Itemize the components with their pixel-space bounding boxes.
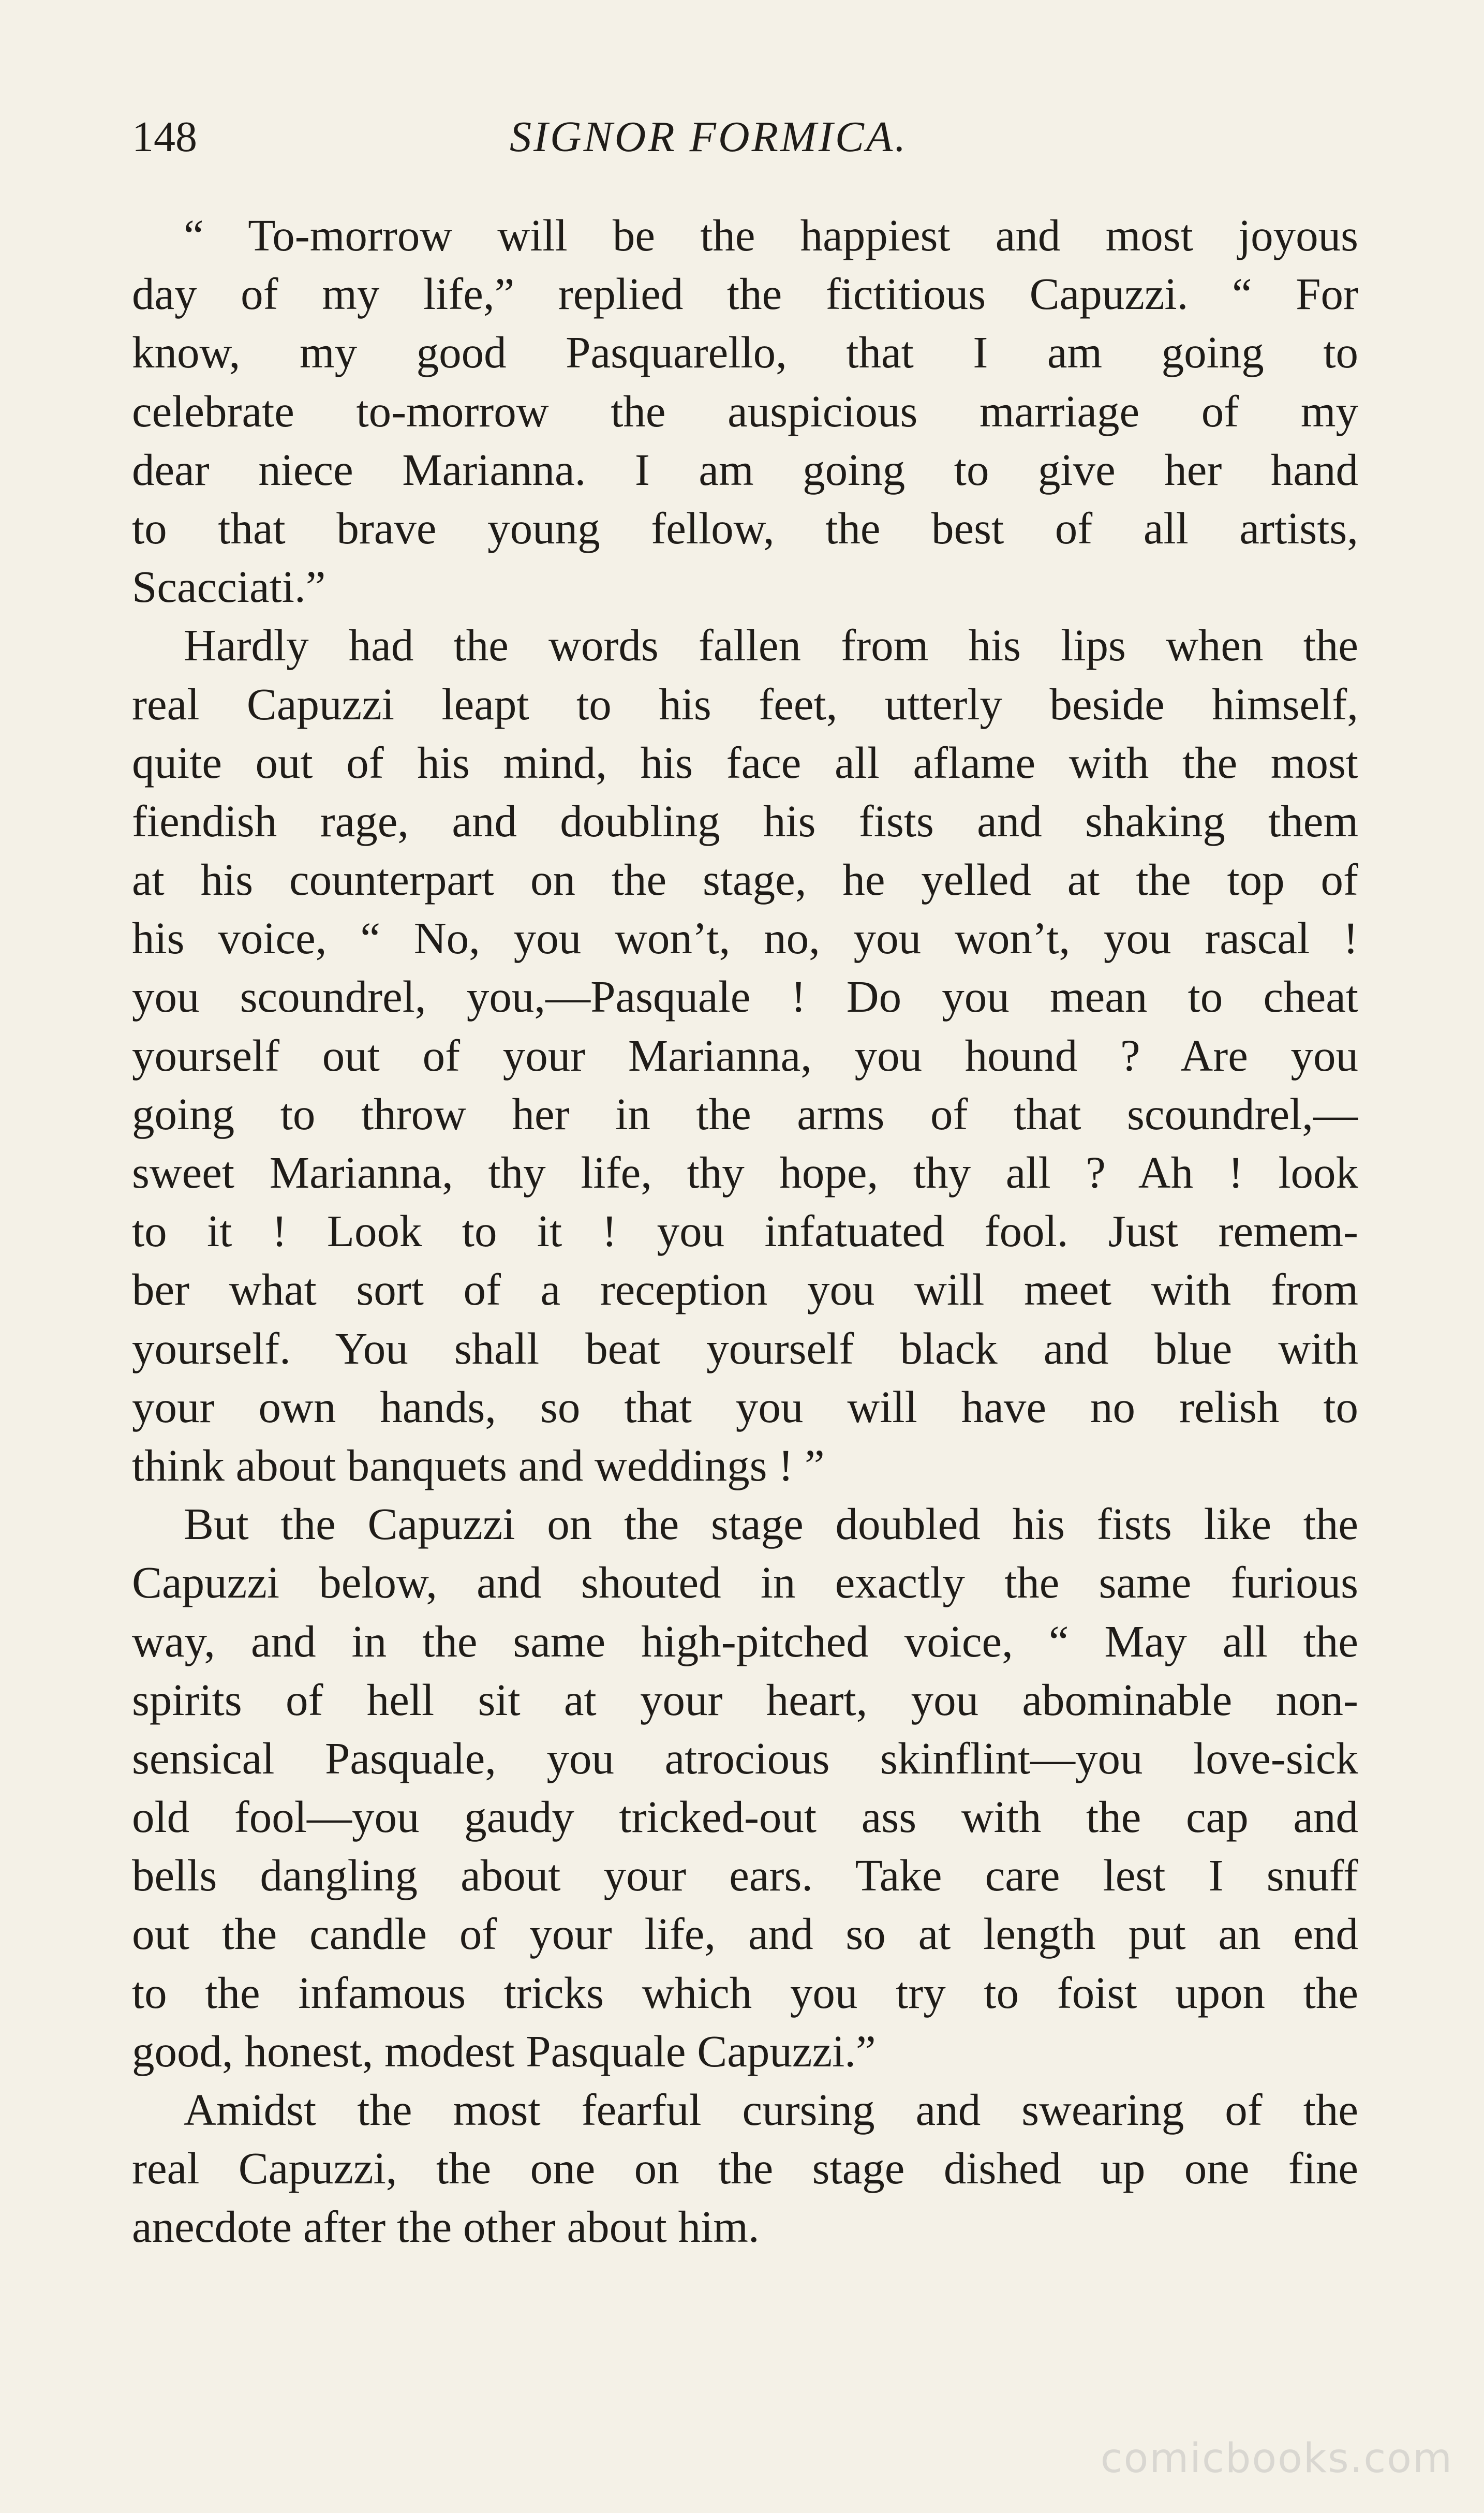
text-line: But the Capuzzi on the stage doubled his fists like the <box>184 1499 1358 1549</box>
text-line: to it ! Look to it ! you infatuated fool. Just remem- <box>132 1206 1358 1256</box>
text-line: way, and in the same high-pitched voice, “ May all the <box>132 1616 1358 1666</box>
text-line: Capuzzi below, and shouted in exactly the same furious <box>132 1557 1358 1608</box>
text-line: Hardly had the words fallen from his lips when the <box>184 620 1358 671</box>
text-line: out the candle of your life, and so at length put an end <box>132 1909 1358 1959</box>
text-line: good, honest, modest Pasquale Capuzzi.” <box>132 2026 876 2076</box>
text-line: you scoundrel, you,—Pasquale ! Do you mean to cheat <box>132 971 1358 1022</box>
text-line: fiendish rage, and doubling his fists and shaking them <box>132 795 1358 846</box>
text-line: think about banquets and weddings ! ” <box>132 1440 825 1490</box>
text-line: going to throw her in the arms of that scoundrel,— <box>132 1088 1358 1139</box>
text-line: real Capuzzi, the one on the stage dished up one fine <box>132 2143 1358 2194</box>
running-head <box>132 106 1358 168</box>
text-line: know, my good Pasquarello, that I am going to <box>132 327 1358 378</box>
text-line: ber what sort of a reception you will meet with from <box>132 1264 1358 1315</box>
text-line: to that brave young fellow, the best of all artists, <box>132 502 1358 553</box>
text-line: quite out of his mind, his face all aflame with the most <box>132 737 1358 788</box>
text-line: old fool—you gaudy tricked-out ass with the cap and <box>132 1792 1358 1842</box>
watermark: comicbooks.com <box>1100 2435 1453 2482</box>
text-line: at his counterpart on the stage, he yelled at the top of <box>132 854 1358 905</box>
page-number: 148 <box>132 113 197 161</box>
text-line: yourself out of your Marianna, you hound ? Are you <box>132 1030 1358 1081</box>
text-line: celebrate to-morrow the auspicious marriage of my <box>132 386 1358 436</box>
text-line: to the infamous tricks which you try to foist upon the <box>132 1967 1358 2018</box>
running-title: SIGNOR FORMICA. <box>510 113 908 161</box>
text-line: bells dangling about your ears. Take care lest I snuff <box>132 1850 1358 1901</box>
text-line: sweet Marianna, thy life, thy hope, thy all ? Ah ! look <box>132 1147 1358 1198</box>
text-line: his voice, “ No, you won’t, no, you won’t, you rascal ! <box>132 913 1358 964</box>
text-line: Amidst the most fearful cursing and swearing of the <box>184 2085 1358 2135</box>
text-line: Scacciati.” <box>132 561 326 612</box>
text-line: spirits of hell sit at your heart, you abominable non- <box>132 1674 1358 1725</box>
text-line: yourself. You shall beat yourself black and blue with <box>132 1323 1358 1373</box>
text-line: “ To-morrow will be the happiest and most joyous <box>184 210 1358 260</box>
text-line: real Capuzzi leapt to his feet, utterly beside himself, <box>132 678 1358 729</box>
text-line: day of my life,” replied the fictitious Capuzzi. “ For <box>132 269 1358 319</box>
text-line: your own hands, so that you will have no relish to <box>132 1381 1358 1432</box>
body-text <box>132 206 1358 2256</box>
text-line: sensical Pasquale, you atrocious skinflint—you love-sick <box>132 1733 1358 1783</box>
text-line: anecdote after the other about him. <box>132 2201 760 2252</box>
text-line: dear niece Marianna. I am going to give her hand <box>132 444 1358 495</box>
